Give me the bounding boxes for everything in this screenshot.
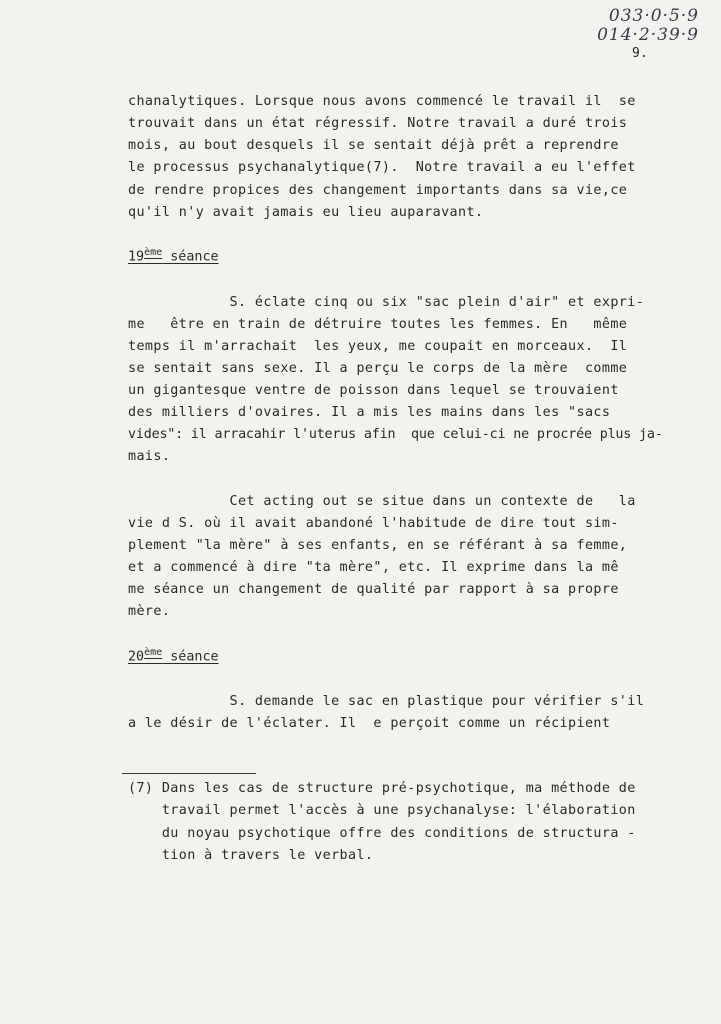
paragraph-1-line-3: mois, au bout desquels il se sentait déjà prêt a reprendre xyxy=(128,138,619,153)
heading-20-suffix: ème xyxy=(144,647,163,658)
paragraph-3-line-1: Cet acting out se situe dans un contexte de la xyxy=(128,494,636,509)
paragraph-1-line-4: le processus psychanalytique(7). Notre travail a eu l'effet xyxy=(128,160,636,175)
paragraph-2-line-2: me être en train de détruire toutes les femmes. En même xyxy=(128,317,628,332)
footnote-line-2: travail permet l'accès à une psychanalyse: l'élaboration xyxy=(128,803,636,818)
paragraph-1-line-5: de rendre propices des changement importants dans sa vie,ce xyxy=(128,183,628,198)
footnote-separator xyxy=(122,773,256,774)
paragraph-2-line-5: un gigantesque ventre de poisson dans lequel se trouvaient xyxy=(128,383,619,398)
paragraph-3-line-6: mère. xyxy=(128,604,171,619)
section-heading-20 xyxy=(128,647,219,664)
heading-19-label: séance xyxy=(162,249,219,265)
section-heading-19 xyxy=(128,247,219,264)
heading-20-label: séance xyxy=(162,649,219,665)
paragraph-2-line-6: des milliers d'ovaires. Il a mis les mains dans les "sacs xyxy=(128,405,611,420)
paragraph-3-line-2: vie d S. où il avait abandoné l'habitude de dire tout sim- xyxy=(128,516,619,531)
archive-reference-line-2: 014·2·39·9 xyxy=(597,25,699,45)
heading-19-suffix: ème xyxy=(144,247,163,258)
footnote-line-1: (7) Dans les cas de structure pré-psychotique, ma méthode de xyxy=(128,781,636,796)
paragraph-4-line-1: S. demande le sac en plastique pour vérifier s'il xyxy=(128,694,645,709)
heading-19-number: 19 xyxy=(128,249,145,265)
archive-reference-line-1: 033·0·5·9 xyxy=(608,6,699,26)
paragraph-2-line-8: mais. xyxy=(128,449,171,464)
page-number: 9. xyxy=(632,46,648,61)
paragraph-2-line-3: temps il m'arrachait les yeux, me coupait en morceaux. Il xyxy=(128,339,628,354)
paragraph-1-line-2: trouvait dans un état régressif. Notre travail a duré trois xyxy=(128,116,628,131)
paragraph-2-line-7: vides": il arracahir l'uterus afin que celui-ci ne procrée plus ja- xyxy=(128,427,663,442)
footnote-line-4: tion à travers le verbal. xyxy=(128,848,374,863)
paragraph-3-line-4: et a commencé à dire "ta mère", etc. Il exprime dans la mê xyxy=(128,560,619,575)
paragraph-2-line-1: S. éclate cinq ou six "sac plein d'air" et expri- xyxy=(128,295,645,310)
paragraph-3-line-5: me séance un changement de qualité par rapport à sa propre xyxy=(128,582,619,597)
paragraph-3-line-3: plement "la mère" à ses enfants, en se référant à sa femme, xyxy=(128,538,628,553)
paragraph-1-line-6: qu'il n'y avait jamais eu lieu auparavant. xyxy=(128,205,484,220)
paragraph-1-line-1: chanalytiques. Lorsque nous avons commencé le travail il se xyxy=(128,94,636,109)
footnote-line-3: du noyau psychotique offre des conditions de structura - xyxy=(128,826,636,841)
heading-20-number: 20 xyxy=(128,649,145,665)
paragraph-2-line-4: se sentait sans sexe. Il a perçu le corps de la mère comme xyxy=(128,361,628,376)
paragraph-4-line-2: a le désir de l'éclater. Il e perçoit comme un récipient xyxy=(128,716,611,731)
